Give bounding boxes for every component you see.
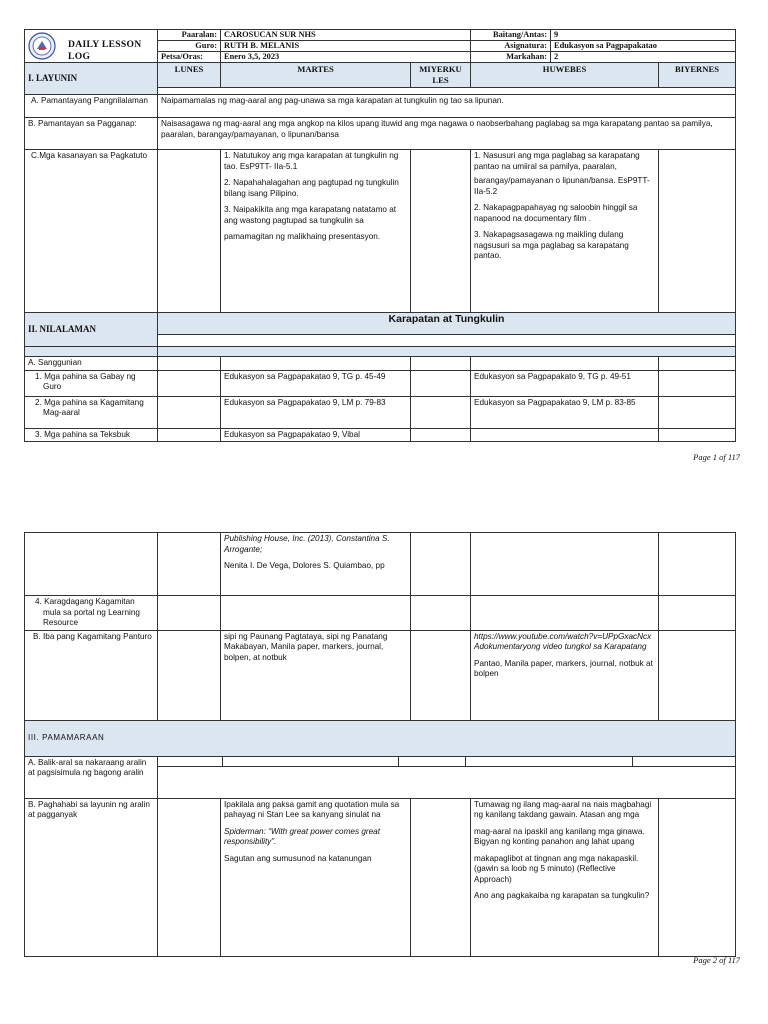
iba-pang-kagamitan-huwebes <box>471 630 659 720</box>
kagamitang-mag-aaral-martes: Edukasyon sa Pagpapakatao 9, LM p. 79-83 <box>221 396 411 428</box>
kasanayan-lunes <box>158 150 221 313</box>
pamantayang-pangnilalaman-row <box>25 95 736 118</box>
karagdagang-kagamitan-label: 4. Karagdagang Kagamitan mula sa portal ng Learning Resource <box>25 596 158 631</box>
paghahabi-martes-2: Spiderman: “With great power comes great responsibility”. <box>224 826 381 846</box>
teksbuk-continued-2: Nenita I. De Vega, Dolores S. Quiambao, pp <box>224 561 385 570</box>
teksbuk-continued-martes <box>221 533 411 596</box>
kasanayan-martes-1: 1. Natutukoy ang mga karapatan at tungkulin ng tao. EsP9TT- IIa-5.1 <box>224 151 399 171</box>
iba-pang-kagamitan-label: B. Iba pang Kagamitang Panturo <box>25 630 158 720</box>
kasanayan-huwebes-1: 1. Nasusuri ang mga paglabag sa karapatang pantao na umiiral sa pamilya, paaralan, <box>474 151 640 171</box>
pamantayang-pangnilalaman-value: Naipamamalas ng mag-aaral ang pag-unawa sa mga karapatan at tungkulin ng tao sa lipunan. <box>158 95 736 118</box>
paghahabi-martes-1: Ipakilala ang paksa gamit ang quotation mula sa pahayag ni Stan Lee sa kanyang sinulat na <box>224 799 400 819</box>
kasanayan-label: C.Mga kasanayan sa Pagkatuto <box>25 150 158 313</box>
kasanayan-biyernes <box>659 150 736 313</box>
petsa-label: Petsa/Oras: <box>158 52 221 63</box>
paghahabi-huwebes-4: Ano ang pagkakaiba ng karapatan sa tungkulin? <box>474 891 650 900</box>
iba-pang-kagamitan-row <box>25 630 736 720</box>
band-spacer-row <box>25 347 736 357</box>
iba-pang-kagamitan-huwebes-1: https://www.youtube.com/watch?v=UPpGxacNcxAdokumentaryong video tungkol sa Karapatang <box>474 631 652 651</box>
teksbuk-martes: Edukasyon sa Pagpapakatao 9, Vibal <box>221 428 411 442</box>
gabay-ng-guro-huwebes: Edukasyon sa Pagpapakato 9, TG p. 49-51 <box>471 370 659 396</box>
paghahabi-label: B. Paghahabi sa layunin ng aralin at pagganyak <box>25 798 158 956</box>
kagamitang-mag-aaral-row <box>25 396 736 428</box>
paghahabi-martes-3: Sagutan ang sumusunod na katanungan <box>224 853 372 863</box>
gabay-ng-guro-label: 1. Mga pahina sa Gabay ng Guro <box>25 370 158 396</box>
petsa-value: Enero 3,5, 2023 <box>221 52 471 63</box>
kasanayan-martes <box>221 150 411 313</box>
day-lunes: LUNES <box>158 63 221 88</box>
kasanayan-martes-2: 2. Napahahalagahan ang pagtupad ng tungkulin bilang isang Pilipino. <box>224 178 399 198</box>
layunin-title: I. LAYUNIN <box>25 63 158 95</box>
gabay-ng-guro-martes: Edukasyon sa Pagpapakatao 9, TG p. 45-49 <box>221 370 411 396</box>
kasanayan-huwebes <box>471 150 659 313</box>
document-title-line2: LOG <box>68 51 91 62</box>
page-2-number: Page 2 of 117 <box>693 955 740 965</box>
kagamitang-mag-aaral-label: 2. Mga pahina sa Kagamitang Mag-aaral <box>25 396 158 428</box>
guro-label: Guro: <box>158 41 221 52</box>
paghahabi-huwebes-1: Tumawag ng ilang mag-aaral na nais magbahagi ng kanilang takdang gawain. Atasan ang mga <box>474 799 652 819</box>
kasanayan-huwebes-4: 3. Nakapagsasagawa ng maikling dulang nagsusuri sa mga paglabag sa karapatang pantao. <box>474 230 629 260</box>
days-header-row <box>25 63 736 88</box>
markahan-value: 2 <box>551 52 736 63</box>
teksbuk-continued-row <box>25 533 736 596</box>
page-1 <box>24 29 735 442</box>
sanggunian-row <box>25 357 736 371</box>
iba-pang-kagamitan-huwebes-2: Pantao, Manila paper, markers, journal, notbuk at bolpen <box>474 658 653 678</box>
kasanayan-huwebes-2: barangay/pamayanan o lipunan/bansa. EsP9TT- IIa-5.2 <box>474 176 650 196</box>
baitang-label: Baitang/Antas: <box>471 30 551 41</box>
paghahabi-huwebes-2: mag-aaral na ipaskil ang kanilang mga ginawa. Bigyan ng konting panahon ang lahat upang <box>474 826 645 846</box>
nilalaman-row <box>25 313 736 335</box>
pamantayan-sa-pagganap-value: Naisasagawa ng mag-aaral ang mga angkop na kilos upang ituwid ang mga nagawa o naobserbahang paglabag sa mga karapatang pantao sa pamilya, paaralan, barangay/pamayanan, o lipunan/bansa <box>158 118 736 150</box>
kasanayan-martes-4: pamamagitan ng malikhaing presentasyon. <box>224 232 381 241</box>
karagdagang-kagamitan-row <box>25 596 736 631</box>
kasanayan-row <box>25 150 736 313</box>
kasanayan-miyerkules <box>411 150 471 313</box>
day-miyerkules: MIYERKU LES <box>411 63 471 88</box>
document-title <box>68 39 142 63</box>
deped-seal-icon <box>28 32 56 60</box>
kagamitang-mag-aaral-huwebes: Edukasyon sa Pagpapakatao 9, LM p. 83-85 <box>471 396 659 428</box>
kasanayan-martes-3: 3. Naipakikita ang mga karapatang natatamo at ang wastong pagtupad sa tungkulin sa <box>224 205 397 225</box>
markahan-label: Markahan: <box>471 52 551 63</box>
teksbuk-row <box>25 428 736 442</box>
balik-aral-row <box>25 756 736 798</box>
pamantayan-sa-pagganap-row <box>25 118 736 150</box>
pamantayan-sa-pagganap-label: B. Pamantayan sa Pagganap: <box>25 118 158 150</box>
page-1-number: Page 1 of 117 <box>693 452 740 462</box>
paghahabi-martes <box>221 798 411 956</box>
page-2 <box>24 532 735 957</box>
asignatura-label: Asignatura: <box>471 41 551 52</box>
day-biyernes: BIYERNES <box>659 63 736 88</box>
lesson-log-table-page1 <box>24 29 736 442</box>
baitang-value: 9 <box>551 30 736 41</box>
nilalaman-title: II. NILALAMAN <box>25 313 158 347</box>
day-martes: MARTES <box>221 63 411 88</box>
asignatura-value: Edukasyon sa Pagpapakatao <box>551 41 736 52</box>
pamamaraan-row <box>25 720 736 756</box>
document-title-line1: DAILY LESSON <box>68 39 142 50</box>
lesson-log-table-page2 <box>24 532 736 957</box>
paghahabi-huwebes-3: makapaglibot at tingnan ang mga nakapaskil. (gawin sa loob ng 5 minuto) (Reflective Approach) <box>474 853 639 884</box>
paaralan-value: CAROSUCAN SUR NHS <box>221 30 471 41</box>
day-huwebes: HUWEBES <box>471 63 659 88</box>
pamantayang-pangnilalaman-label: A. Pamantayang Pangnilalaman <box>25 95 158 118</box>
balik-aral-label: A. Balik-aral sa nakaraang aralin at pagsisimula ng bagong aralin <box>25 756 158 798</box>
nilalaman-topic: Karapatan at Tungkulin <box>158 313 736 335</box>
iba-pang-kagamitan-martes: sipi ng Paunang Pagtataya, sipi ng Panatang Makabayan, Manila paper, markers, journal, bolpen, at notbuk <box>221 630 411 720</box>
kasanayan-huwebes-3: 2. Nakapagpapahayag ng saloobin hinggil sa napanood na documentary film . <box>474 203 638 223</box>
teksbuk-continued-1: Publishing House, Inc. (2013), Constantina S. Arrogante; <box>224 534 390 554</box>
paaralan-label: Paaralan: <box>158 30 221 41</box>
sanggunian-label: A. Sanggunian <box>25 357 158 371</box>
paghahabi-huwebes <box>471 798 659 956</box>
guro-value: RUTH B. MELANIS <box>221 41 471 52</box>
gabay-ng-guro-row <box>25 370 736 396</box>
paghahabi-row <box>25 798 736 956</box>
teksbuk-label: 3. Mga pahina sa Teksbuk <box>25 428 158 442</box>
pamamaraan-title: III. PAMAMARAAN <box>25 720 736 756</box>
